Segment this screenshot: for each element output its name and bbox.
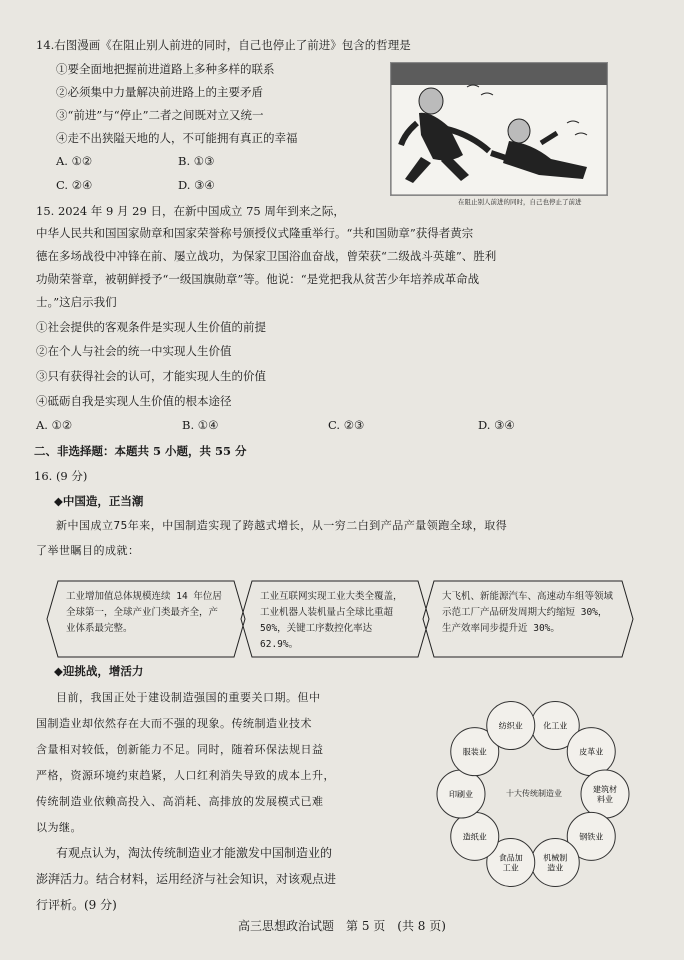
q14-statement-4: ④走不出狭隘天地的人，不可能拥有真正的幸福 [56, 131, 298, 145]
industry-label: 机械制 [543, 853, 568, 863]
industry-label: 料业 [597, 795, 613, 804]
q16-prompt-line-2: 澎湃活力。结合材料，运用经济与社会知识，对该观点进 [36, 872, 337, 886]
industry-label: 纺织业 [498, 721, 523, 731]
q14-statement-1: ①要全面地把握前进道路上多种多样的联系 [56, 62, 275, 76]
info-box-3 [422, 580, 634, 658]
q16-prompt-line-3: 行评析。(9 分) [36, 898, 117, 912]
q14-option-a[interactable]: A. ①② [56, 154, 93, 168]
q16-para-2-line-5: 传统制造业依赖高投入、高消耗、高排放的发展模式已难 [36, 795, 324, 808]
industry-label: 造业 [547, 863, 564, 873]
q15-option-d[interactable]: D. ③④ [478, 418, 515, 432]
q14-stem: 14.右图漫画《在阻止别人前进的同时，自己也停止了前进》包含的哲理是 [36, 38, 411, 52]
section-2-heading: 二、非选择题：本题共 5 小题，共 55 分 [34, 444, 247, 458]
industry-diagram [418, 696, 648, 892]
q16-para-2-line-2: 国制造业却依然存在大而不强的现象。传统制造业技术 [36, 717, 312, 730]
info-box-1-text: 工业增加值总体规模连续 14 年位居全球第一，全球产业门类最齐全，产业体系最完整。 [66, 591, 222, 634]
industry-label: 化工业 [543, 721, 568, 731]
info-box-2-text: 工业互联网实现工业大类全覆盖，工业机器人装机量占全球比重超 50%，关键工序数控化率达 62.9%。 [260, 591, 403, 650]
q15-stem-line-2: 中华人民共和国国家勋章和国家荣誉称号颁授仪式隆重举行。“共和国勋章”获得者黄宗 [36, 226, 474, 240]
q16-para-1-line-1: 新中国成立75年来，中国制造实现了跨越式增长，从一穷二白到产品产量领跑全球，取得 [56, 519, 508, 532]
q15-statement-4: ④砥砺自我是实现人生价值的根本途径 [36, 394, 232, 408]
q14-option-b[interactable]: B. ①③ [178, 154, 215, 168]
q15-stem-line-5: 士。”这启示我们 [36, 295, 117, 309]
industry-label: 钢铁业 [579, 832, 604, 842]
page-footer: 高三思想政治试题 第 5 页 (共 8 页) [238, 919, 446, 933]
q16-para-2-line-1: 目前，我国正处于建设制造强国的重要关口期。但中 [56, 691, 321, 704]
q16-heading-1: ◆中国造，正当潮 [54, 494, 144, 508]
diagram-center-label: 十大传统制造业 [506, 789, 562, 798]
industry-label: 皮革业 [579, 747, 604, 757]
q16-prompt-line-1: 有观点认为，淘汰传统制造业才能激发中国制造业的 [56, 846, 333, 860]
q15-statement-1: ①社会提供的客观条件是实现人生价值的前提 [36, 320, 266, 334]
q16-para-2-line-3: 含量相对较低，创新能力不足。同时，随着环保法规日益 [36, 743, 324, 756]
q14-option-c[interactable]: C. ②④ [56, 178, 93, 192]
q15-option-c[interactable]: C. ②③ [328, 418, 365, 432]
industry-label: 服装业 [462, 747, 487, 757]
q15-stem-line-1: 15. 2024 年 9 月 29 日，在新中国成立 75 周年到来之际， [36, 204, 345, 218]
industry-label: 食品加 [498, 853, 523, 863]
q15-statement-2: ②在个人与社会的统一中实现人生价值 [36, 344, 232, 358]
q14-option-d[interactable]: D. ③④ [178, 178, 215, 192]
q16-heading-2: ◆迎挑战，增活力 [54, 664, 144, 678]
q14-statement-3: ③“前进”与“停止”二者之间既对立又统一 [56, 108, 264, 122]
q16-para-2-line-6: 以为继。 [36, 821, 82, 834]
q16-para-1-line-2: 了举世瞩目的成就： [36, 544, 140, 557]
q15-option-a[interactable]: A. ①② [36, 418, 73, 432]
industry-label: 工业 [502, 863, 519, 873]
industry-label: 印刷业 [449, 790, 473, 799]
cartoon-caption: 在阻止别人前进的同时，自己也停止了前进 [458, 198, 582, 206]
q15-stem-line-3: 德在多场战役中冲锋在前、屡立战功，为保家卫国浴血奋战，曾荣获“二级战斗英雄”、胜利 [36, 249, 497, 263]
q15-option-b[interactable]: B. ①④ [182, 418, 219, 432]
q14-statement-2: ②必须集中力量解决前进路上的主要矛盾 [56, 85, 263, 99]
q16-number: 16. (9 分) [34, 469, 88, 483]
cartoon-drawing [391, 63, 607, 195]
q15-stem-line-4: 功勋荣誉章，被朝鲜授予“一级国旗勋章”等。他说：“是党把我从贫苦少年培养成革命战 [36, 272, 480, 286]
cartoon-image [390, 62, 608, 196]
industry-circle [581, 770, 629, 818]
industry-label: 造纸业 [462, 832, 487, 842]
q15-statement-3: ③只有获得社会的认可，才能实现人生的价值 [36, 369, 266, 383]
info-box-2 [240, 580, 430, 658]
info-box-3-text: 大飞机、新能源汽车、高速动车组等领域示范工厂产品研发周期大约缩短 30%，生产效率同步提升近 30%。 [442, 591, 614, 634]
industry-label: 建筑材 [593, 785, 617, 794]
info-box-1 [46, 580, 246, 658]
q16-para-2-line-4: 严格，资源环境约束趋紧，人口红利消失导致的成本上升， [36, 769, 335, 782]
